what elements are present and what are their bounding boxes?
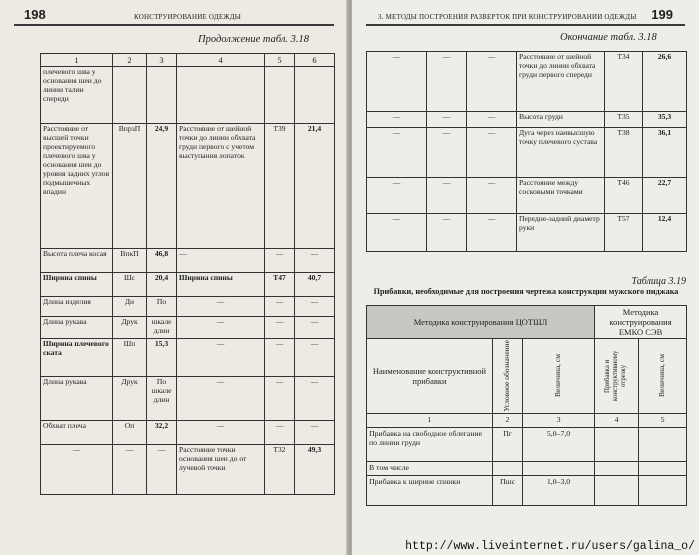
table-header-row bbox=[367, 339, 687, 414]
right-page bbox=[352, 0, 699, 555]
cell: — bbox=[467, 52, 517, 112]
cell: 46,8 bbox=[147, 249, 177, 273]
col-header-text: Величина, см bbox=[657, 354, 667, 398]
cell: Т34 bbox=[605, 52, 643, 112]
cell: Длина изделия bbox=[41, 297, 113, 317]
cell bbox=[147, 67, 177, 124]
cell: Ширина плечевого ската bbox=[41, 339, 113, 377]
cell: — bbox=[467, 112, 517, 128]
cell: — bbox=[295, 377, 335, 421]
cell: 26,6 bbox=[643, 52, 687, 112]
page-number: 198 bbox=[24, 7, 46, 22]
running-head: 3. МЕТОДЫ ПОСТРОЕНИЯ РАЗВЕРТОК ПРИ КОНСТРУИРОВАНИИ ОДЕЖДЫ bbox=[378, 13, 637, 21]
table-row bbox=[367, 178, 687, 214]
cell: — bbox=[367, 178, 427, 214]
cell: — bbox=[265, 377, 295, 421]
table-row bbox=[367, 112, 687, 128]
table-row bbox=[41, 377, 335, 421]
cell: Шс bbox=[113, 273, 147, 297]
cell: — bbox=[177, 249, 265, 273]
cell: Длина рукава bbox=[41, 317, 113, 339]
cell: 1 bbox=[367, 413, 493, 427]
col-header: 5 bbox=[265, 54, 295, 67]
cell: — bbox=[147, 445, 177, 495]
table-number: Таблица 3.19 bbox=[631, 276, 686, 287]
cell: Дуга через наивысшую точку плечевого сустава bbox=[517, 128, 605, 178]
cell: — bbox=[177, 317, 265, 339]
cell: 5 bbox=[639, 413, 687, 427]
cell: 21,4 bbox=[295, 124, 335, 249]
cell: ВпрзП bbox=[113, 124, 147, 249]
table-3-18-end bbox=[366, 51, 687, 252]
cell: Обхват плеча bbox=[41, 421, 113, 445]
cell: Длина рукава bbox=[41, 377, 113, 421]
cell bbox=[639, 427, 687, 461]
cell: 22,7 bbox=[643, 178, 687, 214]
cell: По bbox=[147, 297, 177, 317]
cell: — bbox=[265, 339, 295, 377]
cell: — bbox=[367, 214, 427, 252]
cell: — bbox=[295, 421, 335, 445]
cell bbox=[595, 475, 639, 505]
cell: Т35 bbox=[605, 112, 643, 128]
cell: ВпкП bbox=[113, 249, 147, 273]
table-header-row bbox=[41, 54, 335, 67]
cell: В том числе bbox=[367, 461, 493, 475]
table-row bbox=[367, 475, 687, 505]
cell: 35,3 bbox=[643, 112, 687, 128]
col-header bbox=[523, 339, 595, 414]
cell: Высота плеча косая bbox=[41, 249, 113, 273]
cell bbox=[265, 67, 295, 124]
table-row bbox=[41, 421, 335, 445]
cell: — bbox=[427, 214, 467, 252]
table-3-19 bbox=[366, 305, 687, 506]
cell: 12,4 bbox=[643, 214, 687, 252]
cell: Прибавка на свободное облегание по линии груди bbox=[367, 427, 493, 461]
cell: — bbox=[177, 297, 265, 317]
col-header: 3 bbox=[147, 54, 177, 67]
cell: — bbox=[427, 112, 467, 128]
col-header: Наименование конструктивной прибавки bbox=[367, 339, 493, 414]
cell bbox=[523, 461, 595, 475]
table-number-row bbox=[367, 413, 687, 427]
cell: — bbox=[177, 339, 265, 377]
cell: 32,2 bbox=[147, 421, 177, 445]
table-row bbox=[41, 124, 335, 249]
table-row bbox=[367, 461, 687, 475]
right-header bbox=[366, 6, 685, 26]
cell bbox=[493, 461, 523, 475]
cell: Шп bbox=[113, 339, 147, 377]
cell: — bbox=[295, 249, 335, 273]
table-row bbox=[41, 317, 335, 339]
cell bbox=[595, 427, 639, 461]
table-row bbox=[367, 52, 687, 112]
cell: Расстояние от высшей точки проектируемого плечевого шва у основания шеи до уровня задних углов подмышечных впадин bbox=[41, 124, 113, 249]
cell: Ширина спины bbox=[177, 273, 265, 297]
cell: Высота груди bbox=[517, 112, 605, 128]
col-header: 4 bbox=[177, 54, 265, 67]
cell: — bbox=[367, 52, 427, 112]
cell: — bbox=[295, 317, 335, 339]
cell: Т46 bbox=[605, 178, 643, 214]
cell: Ди bbox=[113, 297, 147, 317]
cell bbox=[113, 67, 147, 124]
table-title: Прибавки, необходимые для построения чертежа конструкции мужского пиджака bbox=[373, 287, 679, 296]
col-header bbox=[493, 339, 523, 414]
cell: — bbox=[367, 112, 427, 128]
cell: Т57 bbox=[605, 214, 643, 252]
cell: 4 bbox=[595, 413, 639, 427]
table-row bbox=[41, 445, 335, 495]
cell bbox=[295, 67, 335, 124]
col-header-text: Прибавка и конструктивному отрезку bbox=[603, 350, 627, 402]
cell: Ширина спины bbox=[41, 273, 113, 297]
col-header-text: Условное обозначение bbox=[502, 340, 512, 412]
cell bbox=[177, 67, 265, 124]
cell: — bbox=[467, 178, 517, 214]
cell: 36,1 bbox=[643, 128, 687, 178]
cell: — bbox=[41, 445, 113, 495]
cell: — bbox=[295, 339, 335, 377]
cell: 49,3 bbox=[295, 445, 335, 495]
cell: Друк bbox=[113, 317, 147, 339]
col-header: 2 bbox=[113, 54, 147, 67]
cell: Т38 bbox=[605, 128, 643, 178]
cell: — bbox=[265, 421, 295, 445]
table-row bbox=[41, 249, 335, 273]
cell: Пг bbox=[493, 427, 523, 461]
table-row bbox=[367, 427, 687, 461]
cell: 3 bbox=[523, 413, 595, 427]
cell: — bbox=[265, 249, 295, 273]
cell: — bbox=[427, 52, 467, 112]
method-header: Методика конструирования ЦОТШЛ bbox=[367, 306, 595, 339]
col-header: 1 bbox=[41, 54, 113, 67]
cell: — bbox=[265, 317, 295, 339]
cell: — bbox=[467, 214, 517, 252]
table-3-18-continued bbox=[40, 53, 335, 495]
cell: Т39 bbox=[265, 124, 295, 249]
cell: — bbox=[177, 421, 265, 445]
running-head: КОНСТРУИРОВАНИЕ ОДЕЖДЫ bbox=[134, 13, 242, 21]
cell: 15,3 bbox=[147, 339, 177, 377]
col-header-text: Величина, см bbox=[553, 354, 563, 398]
cell: Расстояние от шейной точки до линии обхвата груди первого спереди bbox=[517, 52, 605, 112]
table-row bbox=[41, 273, 335, 297]
cell: 5,0–7,0 bbox=[523, 427, 595, 461]
cell: — bbox=[427, 178, 467, 214]
cell: — bbox=[113, 445, 147, 495]
col-header bbox=[639, 339, 687, 414]
table-3-19-heading bbox=[366, 276, 686, 296]
cell: По шкале длин bbox=[147, 377, 177, 421]
cell: — bbox=[367, 128, 427, 178]
cell bbox=[595, 461, 639, 475]
table-caption: Продолжение табл. 3.18 bbox=[198, 34, 310, 45]
table-row bbox=[367, 128, 687, 178]
left-header bbox=[14, 6, 334, 26]
cell: плечевого шва у основания шеи до линии талии спереди bbox=[41, 67, 113, 124]
cell: Т47 bbox=[265, 273, 295, 297]
cell: Друк bbox=[113, 377, 147, 421]
cell: Оп bbox=[113, 421, 147, 445]
cell: — bbox=[467, 128, 517, 178]
cell: 40,7 bbox=[295, 273, 335, 297]
method-header: Методика конструирования ЕМКО СЭВ bbox=[595, 306, 687, 339]
source-url: http://www.liveinternet.ru/users/galina_o/ bbox=[405, 540, 695, 553]
cell: — bbox=[177, 377, 265, 421]
cell: — bbox=[427, 128, 467, 178]
cell: 2 bbox=[493, 413, 523, 427]
table-row bbox=[41, 67, 335, 124]
left-page bbox=[0, 0, 348, 555]
cell: Передне-задний диаметр руки bbox=[517, 214, 605, 252]
table-row bbox=[41, 339, 335, 377]
cell: 1,0–3,0 bbox=[523, 475, 595, 505]
cell: Прибавка к ширине спинки bbox=[367, 475, 493, 505]
cell: Т32 bbox=[265, 445, 295, 495]
table-row bbox=[367, 214, 687, 252]
page-number: 199 bbox=[651, 7, 673, 22]
cell: 20,4 bbox=[147, 273, 177, 297]
cell: 24,9 bbox=[147, 124, 177, 249]
cell: шкале длин bbox=[147, 317, 177, 339]
cell bbox=[639, 475, 687, 505]
table-header-row bbox=[367, 306, 687, 339]
cell: — bbox=[295, 297, 335, 317]
table-caption: Окончание табл. 3.18 bbox=[560, 32, 657, 43]
cell: Расстояние от шейной точки до линии обхвата груди первого с учетом выступания лопаток bbox=[177, 124, 265, 249]
cell bbox=[639, 461, 687, 475]
cell: Расстояние между сосковыми точками bbox=[517, 178, 605, 214]
cell: Пшс bbox=[493, 475, 523, 505]
cell: — bbox=[265, 297, 295, 317]
table-row bbox=[41, 297, 335, 317]
col-header: 6 bbox=[295, 54, 335, 67]
cell: Расстояние точки основания шеи до от лучевой точки bbox=[177, 445, 265, 495]
col-header bbox=[595, 339, 639, 414]
